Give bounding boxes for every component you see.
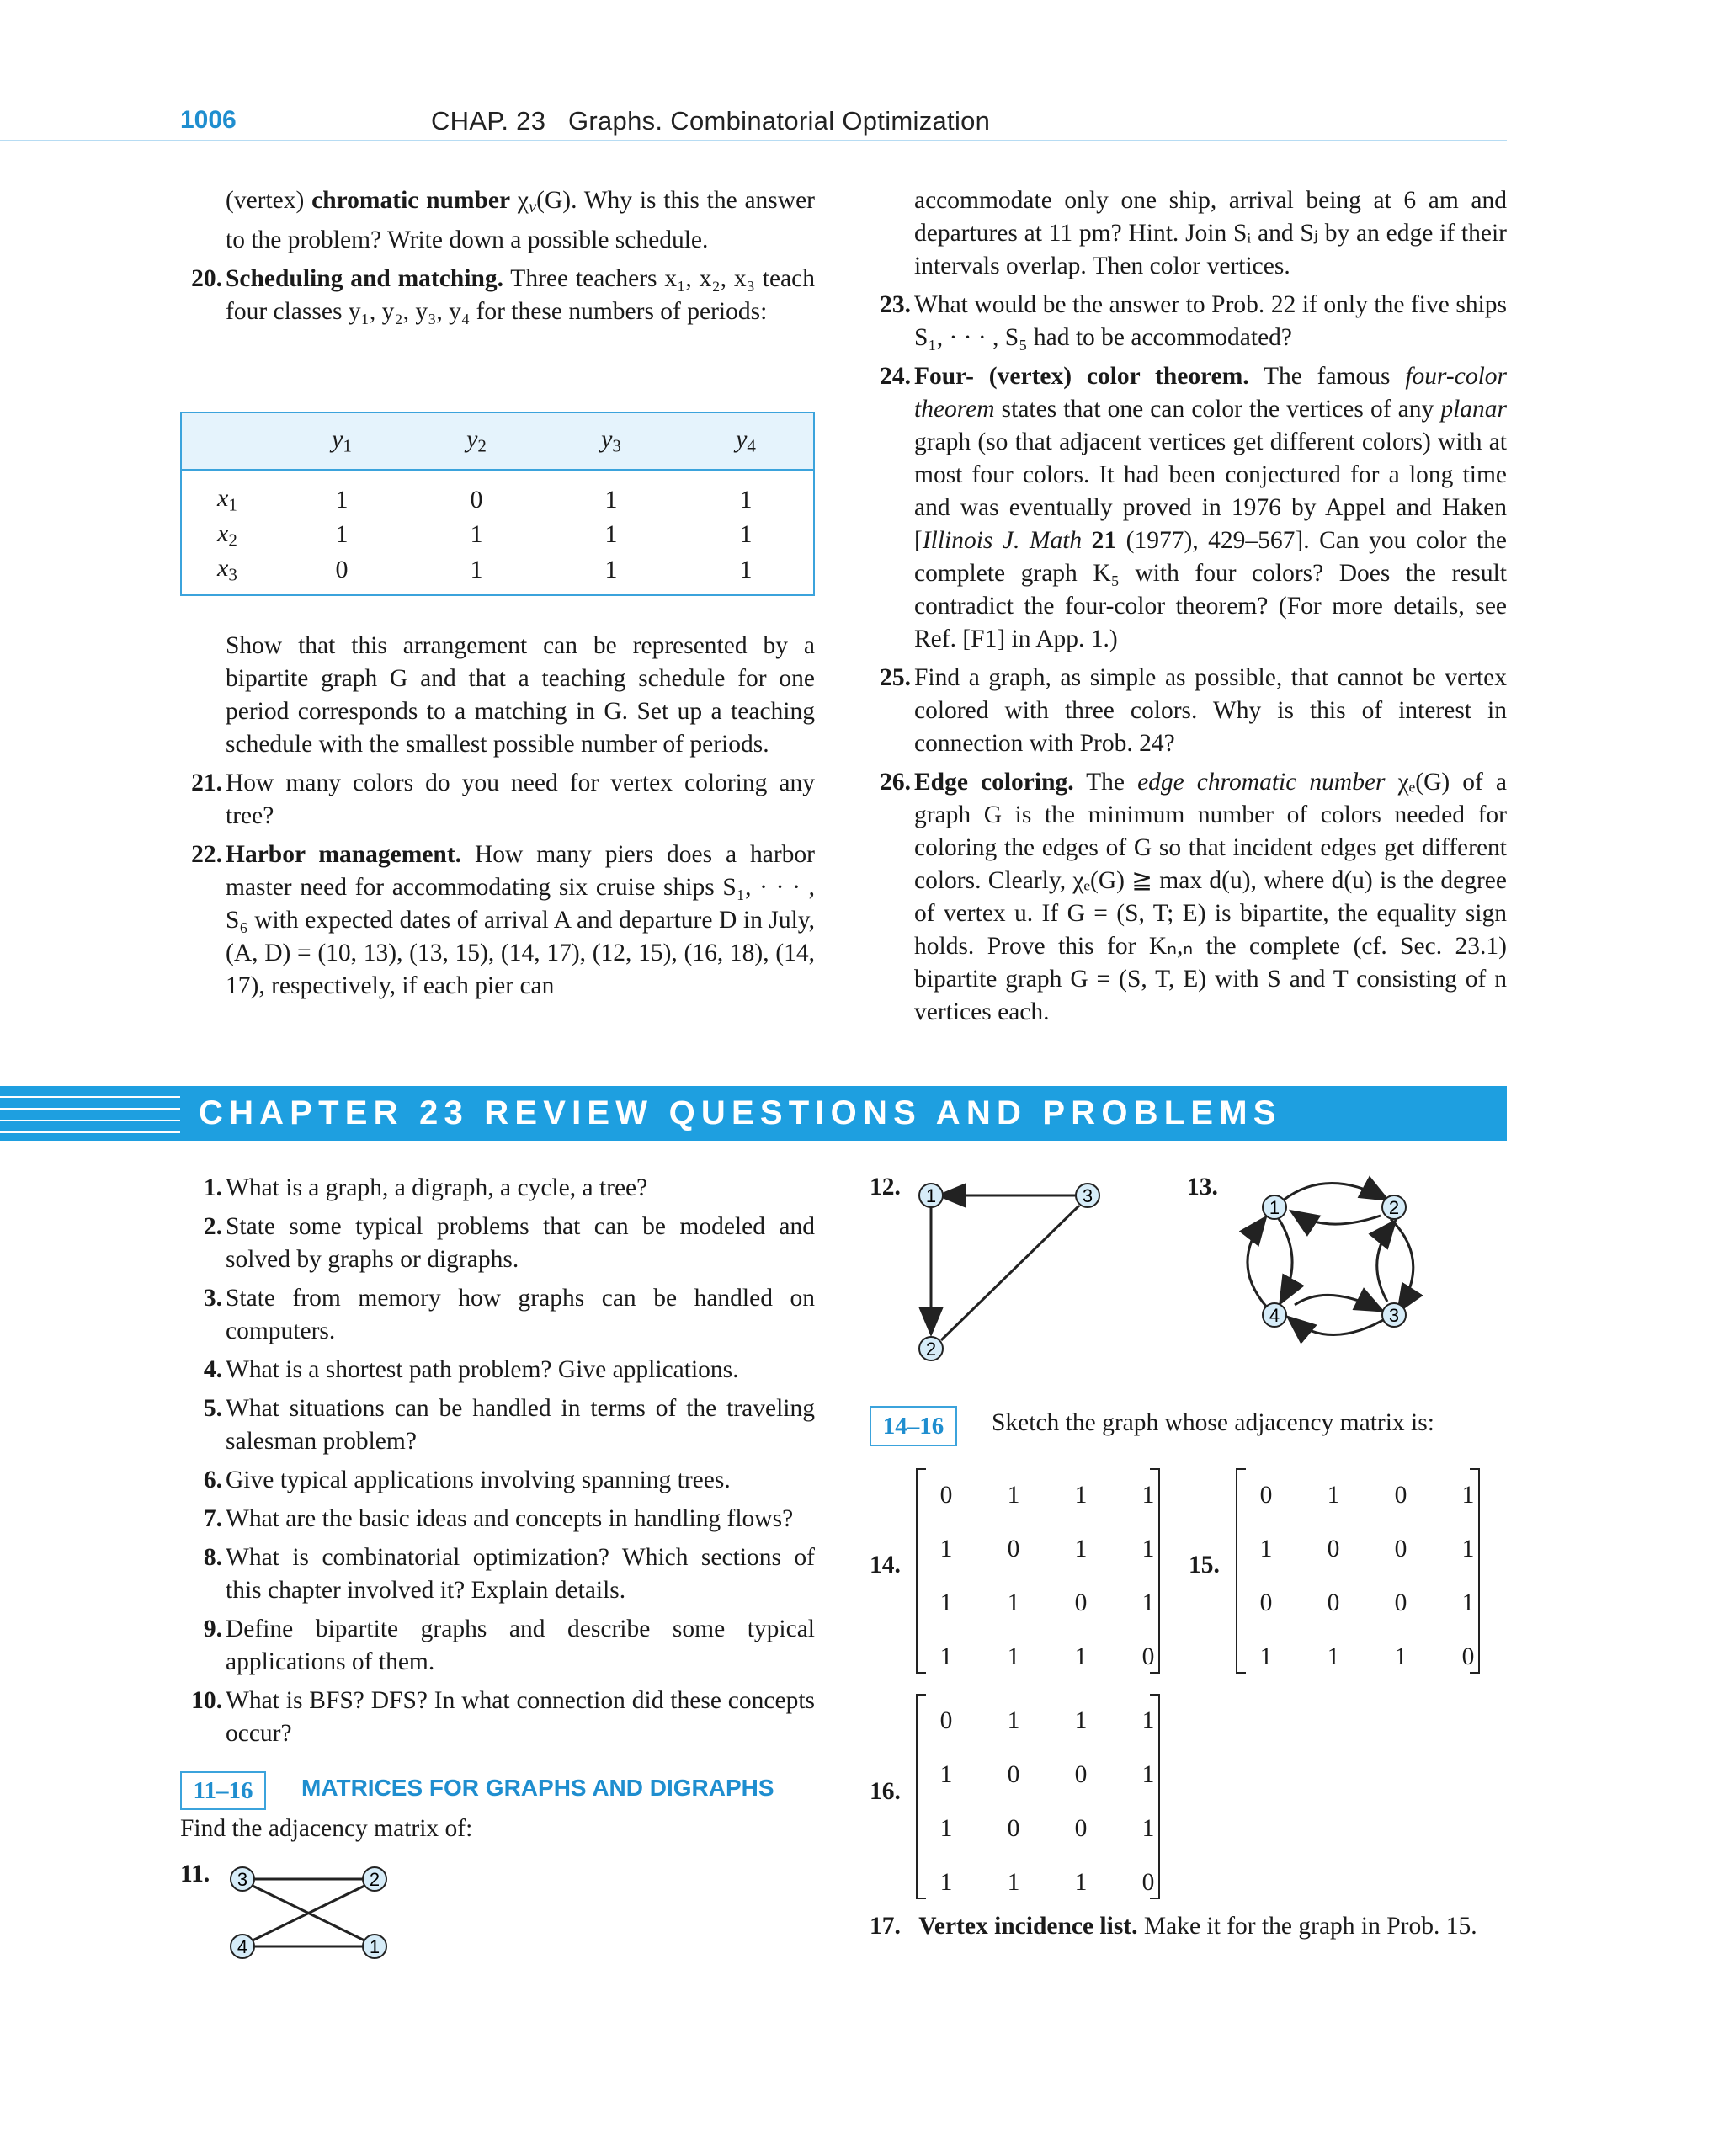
table-cell: 1 [739,555,753,583]
matrix-16 [916,1694,1160,1896]
review-question: 5. What situations can be handled in terms of the traveling salesman problem? [203,1395,815,1455]
problem-20-continued: Show that this arrangement can be represented by a bipartite graph G and that a teaching schedule for one period corresponds to a matching in G. Set up a teaching schedule with the smallest possible number of periods. [226,632,815,758]
matrix-entry: 1 [1141,1482,1155,1509]
banner-title: CHAPTER 23 REVIEW QUESTIONS AND PROBLEMS [199,1094,1282,1131]
matrix-bracket-left [916,1694,926,1899]
edge-2-3 [1391,1219,1413,1310]
matrix-15 [1236,1468,1480,1670]
table-header-row [181,413,814,470]
matrix-entry: 1 [1007,1707,1020,1734]
problem-13-graph [1229,1175,1431,1369]
review-question: 2. State some typical problems that can be modeled and solved by graphs or digraphs. [203,1213,815,1273]
matrix-entry: 0 [1461,1643,1475,1670]
problem-11-graph [227,1862,396,1967]
edge-4-3 [1295,1295,1381,1310]
matrix-entry: 1 [939,1869,953,1896]
matrix-entry: 1 [1327,1482,1340,1509]
table-header-cell: $y_3$ [601,425,621,456]
matrix-14-label: 14. [870,1552,901,1578]
table-cell: 0 [335,555,349,583]
problem-22-continued: accommodate only one ship, arrival being at 6 am and departures at 11 pm? Hint. Join Sᵢ and Sⱼ by an edge if their intervals overlap. Then color vertices. [914,187,1507,279]
problem-23: 23. What would be the answer to Prob. 22 if only the five ships S₁, · · · , S₅ had to be accommodated? [880,291,1507,351]
edge-3-2 [1377,1222,1394,1302]
node-label: 4 [1269,1305,1280,1326]
table-cell: 1 [335,485,349,514]
matrix-entry: 0 [1141,1643,1155,1670]
table-cell: 1 [470,520,483,549]
review-question: 4. What is a shortest path problem? Give applications. [203,1356,739,1383]
matrix-entry: 1 [1259,1536,1273,1562]
matrix-entry: 0 [1074,1761,1088,1788]
matrix-entry: 1 [1461,1482,1475,1509]
problem-24: 24. Four- (vertex) color theorem. The famous four-color theorem states that one can color the vertices of any planar graph (so that adjacent vertices get different colors) with at most four colors. It had been conjectured for a long time and was eventually proved in 1976 by Appel and Haken [Illinois J. Math 21 (1977), 429–567]. Can you color the complete graph K₅ with four colors? Does the result contradict the four-color theorem? (For more details, see Ref. [F1] in App. 1.) [880,363,1507,652]
matrix-entry: 0 [939,1482,953,1509]
matrix-entry: 1 [1141,1815,1155,1842]
matrix-entry: 1 [939,1536,953,1562]
table-cell: 1 [604,520,618,549]
table-cell: 1 [739,485,753,514]
table-cell: 1 [335,520,349,549]
node-label: 3 [1388,1305,1400,1326]
page-number: 1006 [180,106,237,134]
matrix-entry: 1 [1074,1536,1088,1562]
matrix-entry: 1 [939,1761,953,1788]
matrix-entry: 1 [1327,1643,1340,1670]
problem-21: 21. How many colors do you need for vertex coloring any tree? [191,769,815,829]
node-label: 3 [1082,1185,1093,1206]
row-label: $x_2$ [217,519,237,550]
section-intro: Find the adjacency matrix of: [180,1815,473,1842]
matrix-entry: 0 [1007,1761,1020,1788]
matrix-entry: 0 [939,1707,953,1734]
table-cell: 1 [470,555,483,583]
matrix-entry: 1 [1141,1761,1155,1788]
section-range-box-14-16: 14–16 [870,1406,957,1446]
matrix-entry: 0 [1259,1589,1273,1616]
matrix-entry: 0 [1394,1589,1407,1616]
table-row [181,515,814,554]
table-row [181,470,814,515]
section-title: MATRICES FOR GRAPHS AND DIGRAPHS [301,1775,774,1801]
problem-11-label: 11. [180,1861,210,1887]
matrix-entry: 0 [1074,1589,1088,1616]
node-label: 2 [369,1869,380,1890]
matrix-entry: 1 [1007,1589,1020,1616]
edge-1-2 [1283,1183,1386,1200]
matrix-14 [916,1468,1160,1670]
banner-stripe-gap [0,1120,180,1121]
matrix-entry: 0 [1394,1482,1407,1509]
matrix-entry: 0 [1007,1536,1020,1562]
matrix-entry: 1 [1259,1643,1273,1670]
edge-3-4 [1290,1317,1389,1335]
matrix-entry: 1 [1141,1589,1155,1616]
edge-4-1 [1248,1219,1268,1308]
review-questions [180,1172,815,1756]
node-label: 2 [1388,1197,1400,1218]
problem-22: 22. Harbor management. How many piers does a harbor master need for accommodating six cruise ships S₁, · · · , S₆ with expected dates of arrival A and departure D in July, (A, D) = (10, 13), (13, 15), (14, 17), (12, 15), (16, 18), (14, 17), respectively, if each pier can [191,841,815,999]
matrix-entry: 1 [1461,1589,1475,1616]
section-14-16-text: Sketch the graph whose adjacency matrix is: [992,1409,1434,1436]
running-header: CHAP. 23 Graphs. Combinatorial Optimization [431,106,991,136]
node-label: 4 [237,1936,248,1957]
problem-12-label: 12. [870,1174,901,1200]
table-header-cell: $y_4$ [736,425,756,456]
row-label: $x_3$ [217,554,237,585]
matrix-entry: 0 [1007,1815,1020,1842]
review-question: 1. What is a graph, a digraph, a cycle, a tree? [203,1174,648,1201]
table-row [181,554,814,594]
edge-1-4 [1278,1217,1292,1302]
section-range-box: 11–16 [180,1771,266,1810]
table-cell: 0 [470,485,483,514]
review-question: 3. State from memory how graphs can be handled on computers. [203,1285,815,1344]
problem-20: 20. Scheduling and matching. Three teachers x₁, x₂, x₃ teach four classes y₁, y₂, y₃, y₄ for these numbers of periods: [191,265,815,326]
table-header-cell [181,413,274,470]
matrix-entry: 0 [1074,1815,1088,1842]
table-cell: 1 [604,485,618,514]
problem-13-label: 13. [1187,1174,1218,1200]
review-question: 6. Give typical applications involving spanning trees. [203,1467,731,1493]
node-label: 1 [1269,1197,1280,1218]
matrix-entry: 0 [1327,1589,1340,1616]
matrix-entry: 1 [939,1589,953,1616]
problem-26: 26. Edge coloring. The edge chromatic number χₑ(G) of a graph G is the minimum number of colors needed for coloring the edges of G so that incident edges get different colors. Clearly, χₑ(G) ≧ max d(u), where d(u) is the degree of vertex u. If G = (S, T; E) is bipartite, the equality sign holds. Prove this for Kₙ,ₙ the complete (cf. Sec. 23.1) bipartite graph G = (S, T, E) with S and T consisting of n vertices each. [880,769,1507,1025]
matrix-entry: 0 [1259,1482,1273,1509]
node-label: 2 [925,1339,937,1360]
matrix-15-label: 15. [1189,1552,1220,1578]
matrix-entry: 1 [1074,1707,1088,1734]
matrix-entry: 1 [1007,1869,1020,1896]
matrix-entry: 1 [1007,1643,1020,1670]
header-rule [0,140,1507,141]
matrix-entry: 1 [939,1815,953,1842]
matrix-entry: 1 [1141,1536,1155,1562]
right-column [869,184,1507,1035]
problem-19-continued: (vertex) chromatic number $\chi_v(G)$. Why is this the answer to the problem? Write down a possible schedule. [226,187,815,254]
node-label: 3 [237,1869,248,1890]
problem-25: 25. Find a graph, as simple as possible, that cannot be vertex colored with three colors. Why is this of interest in connection with Prob. 24? [880,664,1507,757]
teacher-class-table [180,412,815,596]
matrix-entry: 1 [1141,1707,1155,1734]
table-cell: 1 [604,555,618,583]
banner-stripe-gap [0,1096,180,1098]
matrix-entry: 0 [1141,1869,1155,1896]
review-question: 8. What is combinatorial optimization? Which sections of this chapter involved it? Explain details. [203,1544,815,1604]
matrix-entry: 1 [1074,1869,1088,1896]
edge-2-1 [1293,1212,1381,1224]
node-label: 1 [369,1936,380,1957]
matrix-entry: 1 [1007,1482,1020,1509]
matrix-entry: 1 [939,1643,953,1670]
matrix-entry: 0 [1327,1536,1340,1562]
problem-12-graph [909,1175,1111,1377]
review-question: 7. What are the basic ideas and concepts in handling flows? [203,1505,794,1532]
matrix-entry: 1 [1461,1536,1475,1562]
banner-stripe-gap [0,1108,180,1110]
matrix-bracket-left [916,1468,926,1674]
table-header-cell: $y_1$ [332,425,352,456]
table-header-cell: $y_2$ [466,425,487,456]
problem-17: 17. Vertex incidence list. Make it for the graph in Prob. 15. [870,1913,1477,1940]
table-cell: 1 [739,520,753,549]
edge-2-3 [941,1206,1079,1340]
row-label: $x_1$ [217,484,237,515]
review-question: 10. What is BFS? DFS? In what connection did these concepts occur? [191,1687,815,1747]
node-label: 1 [925,1185,937,1206]
banner-stripe-gap [0,1131,180,1133]
matrix-entry: 1 [1394,1643,1407,1670]
matrix-bracket-left [1236,1468,1246,1674]
left-column-lower [180,630,815,1009]
matrix-entry: 1 [1074,1643,1088,1670]
matrix-16-label: 16. [870,1778,901,1805]
matrix-entry: 0 [1394,1536,1407,1562]
review-question: 9. Define bipartite graphs and describe some typical applications of them. [203,1616,815,1675]
matrix-entry: 1 [1074,1482,1088,1509]
left-column [180,184,815,334]
